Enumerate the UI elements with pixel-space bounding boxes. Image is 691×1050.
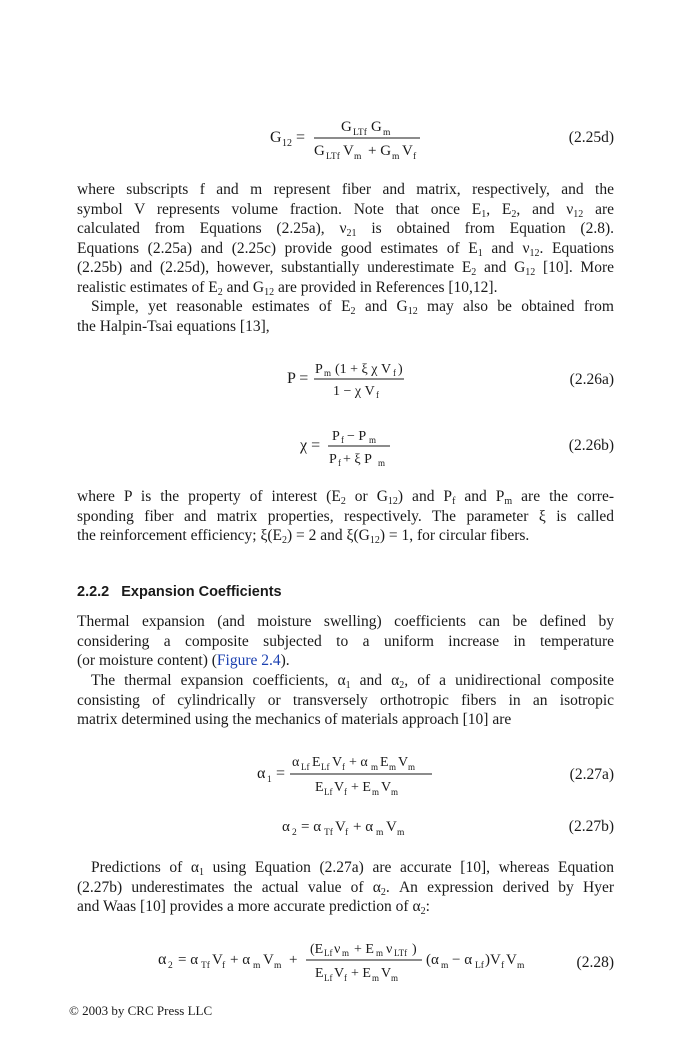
section-number: 2.2.2	[77, 584, 110, 600]
text-line: realistic estimates of $E_2$ and $G_{12}$ are provided in References [10,12].	[77, 278, 498, 298]
text-line: the reinforcement efficiency; $\xi(E_2) = 2$ and $\xi(G_{12}) = 1$, for circular fibers.	[77, 527, 530, 547]
svg-text:LTf: LTf	[326, 152, 340, 162]
svg-text:+ E: + E	[354, 942, 374, 957]
svg-text:f: f	[342, 762, 345, 772]
svg-text:G: G	[371, 119, 382, 135]
text-line: Predictions of $\alpha_1$ using Equation (2.27a) are accurate [10], whereas Equation	[91, 859, 614, 878]
svg-text:α: α	[282, 819, 290, 835]
svg-text:m: m	[392, 152, 400, 162]
svg-text:P: P	[332, 429, 340, 444]
svg-text:(α: (α	[426, 952, 439, 968]
svg-text:m: m	[397, 828, 405, 838]
svg-text:2: 2	[168, 961, 173, 971]
svg-text:G: G	[270, 129, 282, 146]
svg-text:m: m	[383, 128, 391, 138]
text-line: where P is the property of interest ($E_2$ or $G_{12}$) and $P_f$ and $P_m$ are the corre-	[77, 488, 614, 507]
svg-text:E: E	[312, 755, 321, 770]
svg-text:m: m	[391, 973, 399, 983]
svg-text:− P: − P	[347, 429, 367, 444]
svg-text:P: P	[329, 452, 337, 467]
svg-text:+ E: + E	[351, 966, 371, 981]
svg-text:V: V	[212, 952, 223, 968]
paragraph-thermal-intro	[77, 612, 614, 671]
svg-text:+ α: + α	[353, 819, 374, 835]
text-line: where subscripts f and m represent fiber and matrix, respectively, and the	[77, 181, 614, 198]
equation-number: (2.25d)	[568, 129, 614, 146]
svg-text:m: m	[441, 961, 449, 971]
svg-text:)V: )V	[485, 952, 501, 968]
svg-text:f: f	[344, 973, 347, 983]
svg-text:1: 1	[267, 775, 272, 785]
svg-text:m: m	[391, 787, 399, 797]
equation-number: (2.26b)	[568, 437, 614, 454]
svg-text:f: f	[222, 961, 226, 971]
svg-text:− α: − α	[452, 952, 473, 968]
text-line: symbol V represents volume fraction. Note that once $E_1$, $E_2$, and $\nu_{12}$ are	[77, 200, 615, 220]
svg-text:G: G	[341, 119, 352, 135]
svg-text:m: m	[371, 762, 379, 772]
svg-text:ν: ν	[386, 942, 393, 957]
svg-text:2: 2	[292, 828, 297, 838]
equation-number: (2.27a)	[569, 766, 614, 783]
paragraph-property	[77, 487, 614, 546]
svg-text:P: P	[315, 362, 323, 377]
svg-text:Lf: Lf	[301, 762, 310, 772]
svg-text:f: f	[376, 390, 379, 400]
equation-2-26b	[0, 420, 691, 470]
svg-text:+ ξ P: + ξ P	[343, 452, 372, 467]
svg-text:α: α	[257, 765, 266, 782]
svg-text:LTf: LTf	[353, 128, 367, 138]
svg-text:m: m	[354, 152, 362, 162]
paragraph-subscripts	[77, 180, 614, 298]
text-line: and Waas [10] provides a more accurate prediction of $\alpha_2$:	[77, 898, 430, 918]
svg-text:V: V	[381, 966, 392, 981]
svg-text:m: m	[389, 762, 397, 772]
svg-text:P =: P =	[287, 370, 309, 387]
figure-link[interactable]: Figure 2.4	[216, 652, 281, 670]
svg-text:m: m	[253, 961, 261, 971]
svg-text:m: m	[376, 828, 384, 838]
svg-text:α: α	[292, 755, 300, 770]
svg-text:α: α	[158, 951, 167, 968]
text-line: sponding fiber and matrix properties, respectively. The parameter ξ is called	[77, 507, 614, 525]
paragraph-predictions	[77, 858, 614, 917]
equation-2-25d	[0, 112, 691, 162]
svg-text:f: f	[413, 152, 417, 162]
equation-2-26a	[0, 355, 691, 405]
svg-text:(1 + ξ χ V: (1 + ξ χ V	[335, 362, 392, 377]
text-line: matrix determined using the mechanics of materials approach [10] are	[77, 711, 512, 729]
svg-text:V: V	[335, 819, 346, 835]
copyright-footer: © 2003 by CRC Press LLC	[69, 1003, 213, 1018]
svg-text:m: m	[274, 961, 282, 971]
svg-text:V: V	[386, 819, 397, 835]
svg-text:LTf: LTf	[394, 948, 408, 958]
svg-text:χ =: χ =	[300, 437, 321, 454]
svg-text:f: f	[345, 828, 349, 838]
svg-text:V: V	[506, 952, 517, 968]
svg-text:Lf: Lf	[321, 762, 330, 772]
svg-text:Lf: Lf	[324, 973, 333, 983]
svg-text:V: V	[381, 780, 392, 795]
svg-text:ν: ν	[334, 942, 341, 957]
svg-text:+ E: + E	[351, 780, 371, 795]
text-line: Equations (2.25a) and (2.25c) provide good estimates of $E_1$ and $\nu_{12}$. Equations	[77, 239, 614, 259]
svg-text:m: m	[376, 948, 384, 958]
text-line: consisting of cylindrically or transversely orthotropic fibers in an isotropic	[77, 691, 614, 709]
svg-text:E: E	[315, 966, 324, 981]
svg-text:E: E	[315, 780, 324, 795]
text-line: Simple, yet reasonable estimates of $E_2$ and $G_{12}$ may also be obtained from	[91, 298, 614, 317]
svg-text:f: f	[393, 368, 396, 378]
svg-text:V: V	[343, 143, 354, 159]
svg-text:f: f	[341, 435, 344, 445]
svg-text:m: m	[342, 948, 350, 958]
svg-text:m: m	[372, 973, 380, 983]
svg-text:V: V	[334, 780, 345, 795]
text-line: (2.25b) and (2.25d), however, substantially underestimate $E_2$ and $G_{12}$ [10]. More	[77, 259, 614, 279]
svg-text:f: f	[501, 961, 505, 971]
text-line: The thermal expansion coefficients, $\alpha_1$ and $\alpha_2$, of a unidirectional composite	[91, 672, 614, 691]
svg-text:E: E	[380, 755, 389, 770]
svg-text:+ G: + G	[368, 143, 392, 159]
svg-text:m: m	[408, 762, 416, 772]
svg-text:f: f	[344, 787, 347, 797]
svg-text:1 − χ V: 1 − χ V	[333, 384, 375, 399]
section-heading	[77, 584, 282, 600]
svg-text:= α: = α	[178, 952, 199, 968]
svg-text:+ α: + α	[349, 755, 368, 770]
paragraph-halpin-tsai	[77, 297, 614, 336]
text-line: calculated from Equations (2.25a), $\nu_{21}$ is obtained from Equation (2.8).	[77, 220, 615, 240]
paragraph-thermal-coefficients	[77, 671, 614, 730]
svg-text:V: V	[332, 755, 343, 770]
svg-text:m: m	[324, 368, 332, 378]
text-line: the Halpin-Tsai equations [13],	[77, 317, 270, 335]
equation-2-28	[0, 934, 691, 984]
text-line: considering a composite subjected to a uniform increase in temperature	[77, 632, 614, 650]
svg-text:V: V	[402, 143, 413, 159]
svg-text:Tf: Tf	[324, 828, 333, 838]
svg-text:m: m	[378, 458, 386, 468]
text-line: Thermal expansion (and moisture swelling) coefficients can be defined by	[77, 613, 614, 630]
svg-text:): )	[398, 362, 403, 377]
svg-text:): )	[412, 942, 417, 957]
equation-number: (2.26a)	[569, 371, 614, 388]
svg-text:=: =	[276, 765, 286, 782]
svg-text:V: V	[398, 755, 409, 770]
svg-text:f: f	[338, 458, 341, 468]
svg-text:= α: = α	[301, 819, 322, 835]
svg-text:m: m	[372, 787, 380, 797]
svg-text:Lf: Lf	[475, 961, 484, 971]
svg-text:(E: (E	[310, 942, 324, 957]
section-title: Expansion Coefficients	[121, 584, 282, 600]
svg-text:=: =	[296, 129, 306, 146]
equation-number: (2.27b)	[568, 818, 614, 835]
svg-text:V: V	[334, 966, 345, 981]
svg-text:12: 12	[282, 138, 292, 149]
svg-text:+: +	[289, 952, 298, 968]
text-line: (or moisture content) (Figure 2.4).	[77, 652, 290, 670]
equation-number: (2.28)	[576, 954, 614, 971]
equation-2-27a	[0, 748, 691, 798]
text-line: (2.27b) underestimates the actual value of $\alpha_2$. An expression derived by Hyer	[77, 878, 614, 898]
svg-text:Tf: Tf	[201, 961, 210, 971]
svg-text:m: m	[369, 435, 377, 445]
svg-text:m: m	[517, 961, 525, 971]
svg-text:Lf: Lf	[324, 787, 333, 797]
svg-text:V: V	[263, 952, 274, 968]
svg-text:G: G	[314, 143, 325, 159]
svg-text:Lf: Lf	[324, 948, 333, 958]
svg-text:+ α: + α	[230, 952, 251, 968]
